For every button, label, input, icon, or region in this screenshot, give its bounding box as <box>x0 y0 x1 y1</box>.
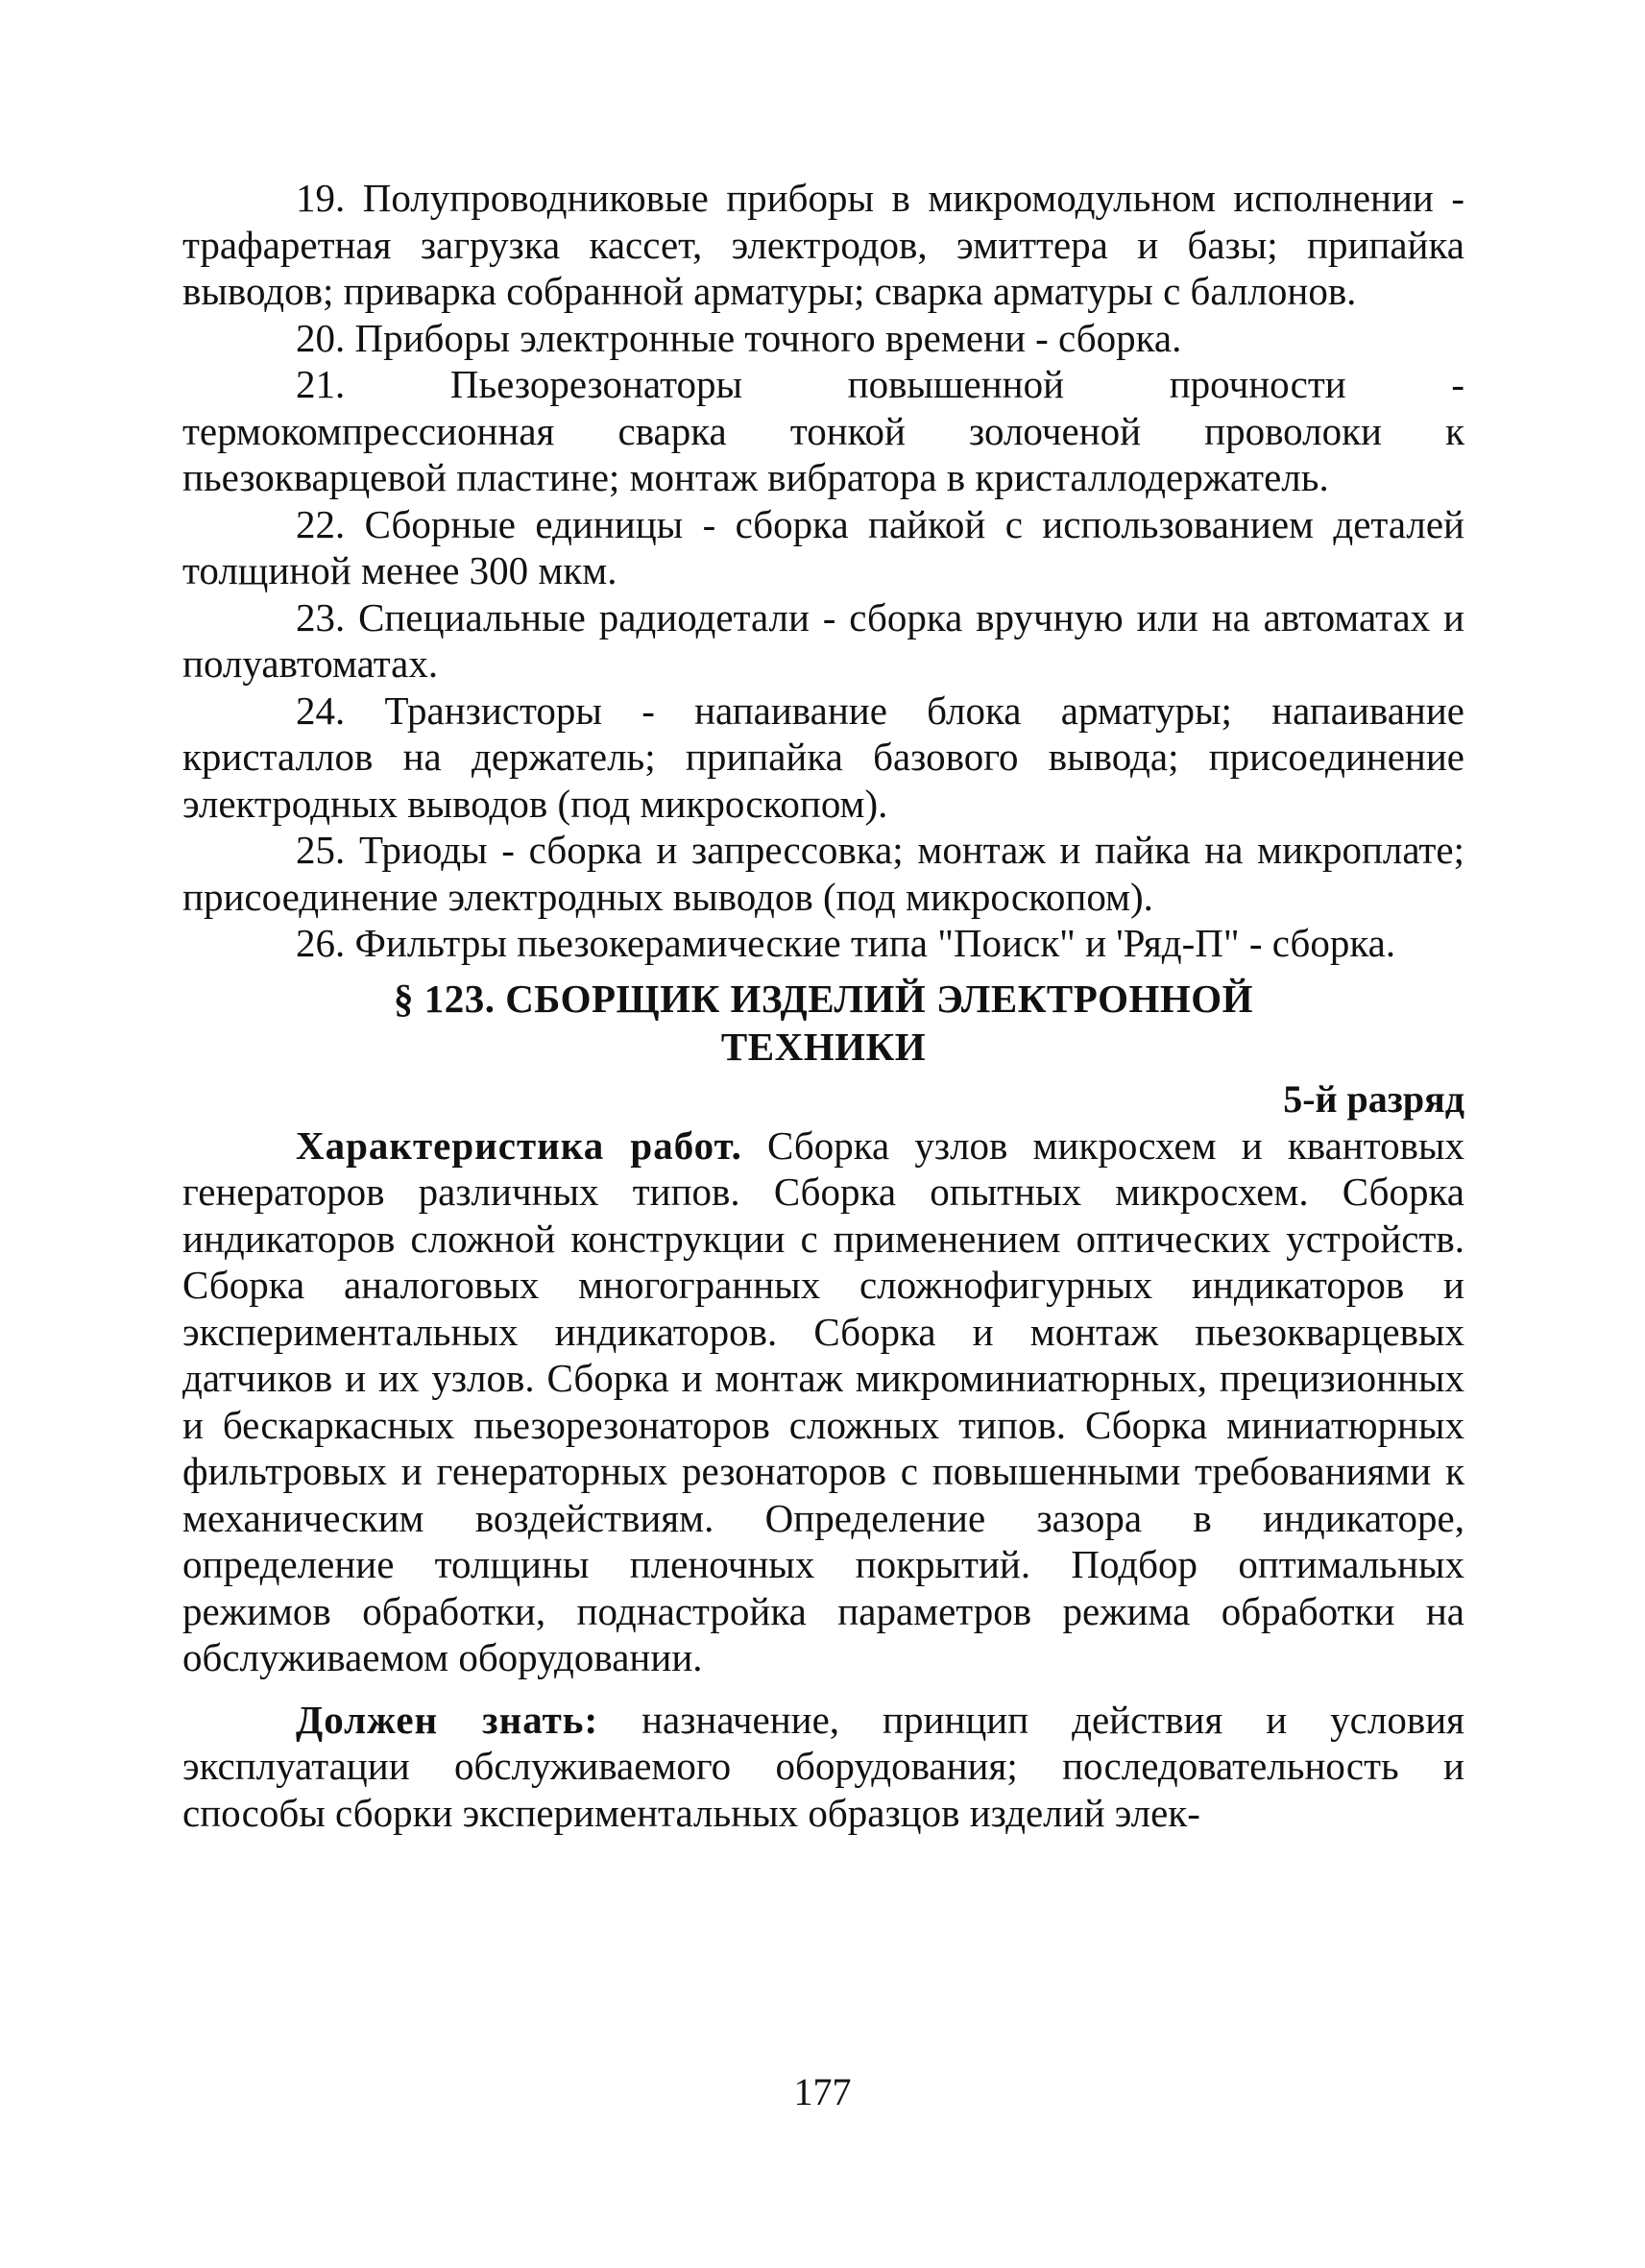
page-number: 177 <box>793 2070 852 2113</box>
section-title-line-2: ТЕХНИКИ <box>720 1024 927 1069</box>
grade-label: 5-й разряд <box>1283 1076 1464 1121</box>
list-item: 20. Приборы электронные точного времени - сборка. <box>296 315 1182 360</box>
list-item: 24. Транзисторы - напаивание блока арматуры; напаивание кристаллов на держатель; припайка базового вывода; присоединение электродных выводов (под микроскопом). <box>182 688 1464 826</box>
characteristics-paragraph <box>182 1122 1464 1681</box>
must-know-label: Должен знать: <box>296 1697 599 1742</box>
section-title-line-1: § 123. СБОРЩИК ИЗДЕЛИЙ ЭЛЕКТРОННОЙ <box>393 976 1254 1021</box>
must-know-paragraph <box>182 1697 1464 1837</box>
section-title <box>182 975 1464 1071</box>
list-item: 26. Фильтры пьезокерамические типа "Поиск" и 'Ряд-П" - сборка. <box>296 921 1396 965</box>
characteristics-label: Характеристика работ. <box>296 1122 742 1168</box>
list-item: 21. Пьезорезонаторы повышенной прочности - термокомпрессионная сварка тонкой золоченой проволоки к пьезокварцевой пластине; монтаж вибратора в кристаллодержатель. <box>182 362 1464 499</box>
item-list <box>182 175 1464 967</box>
list-item: 22. Сборные единицы - сборка пайкой с использованием деталей толщиной менее 300 мкм. <box>182 501 1464 592</box>
must-know-text: назначение, принцип действия и условия эксплуатации обслуживаемого оборудования; последовательность и способы сборки экспериментальных образцов изделий элек- <box>182 1697 1464 1835</box>
page-body <box>182 175 1464 1836</box>
list-item: 23. Специальные радиодетали - сборка вручную или на автоматах и полуавтоматах. <box>182 594 1464 686</box>
characteristics-text: Сборка узлов микросхем и квантовых генераторов различных типов. Сборка опытных микросхем. Сборка индикаторов сложной конструкции с применением оптических устройств. Сборка аналоговых многогранных сложнофигурных индикаторов и экспериментальных индикаторов. Сборка и монтаж пьезокварцевых датчиков и их узлов. Сборка и монтаж микроминиатюрных, прецизионных и бескаркасных пьезорезонаторов сложных типов. Сборка миниатюрных фильтровых и генераторных резонаторов с повышенными требованиями к механическим воздействиям. Определение зазора в индикаторе, определение толщины пленочных покрытий. Подбор оптимальных режимов обработки, поднастройка параметров режима обработки на обслуживаемом оборудовании. <box>182 1122 1464 1679</box>
list-item: 19. Полупроводниковые приборы в микромодульном исполнении - трафаретная загрузка кассет, электродов, эмиттера и базы; припайка выводов; приварка собранной арматуры; сварка арматуры с баллонов. <box>182 176 1464 313</box>
list-item: 25. Триоды - сборка и запрессовка; монтаж и пайка на микроплате; присоединение электродных выводов (под микроскопом). <box>182 828 1464 919</box>
